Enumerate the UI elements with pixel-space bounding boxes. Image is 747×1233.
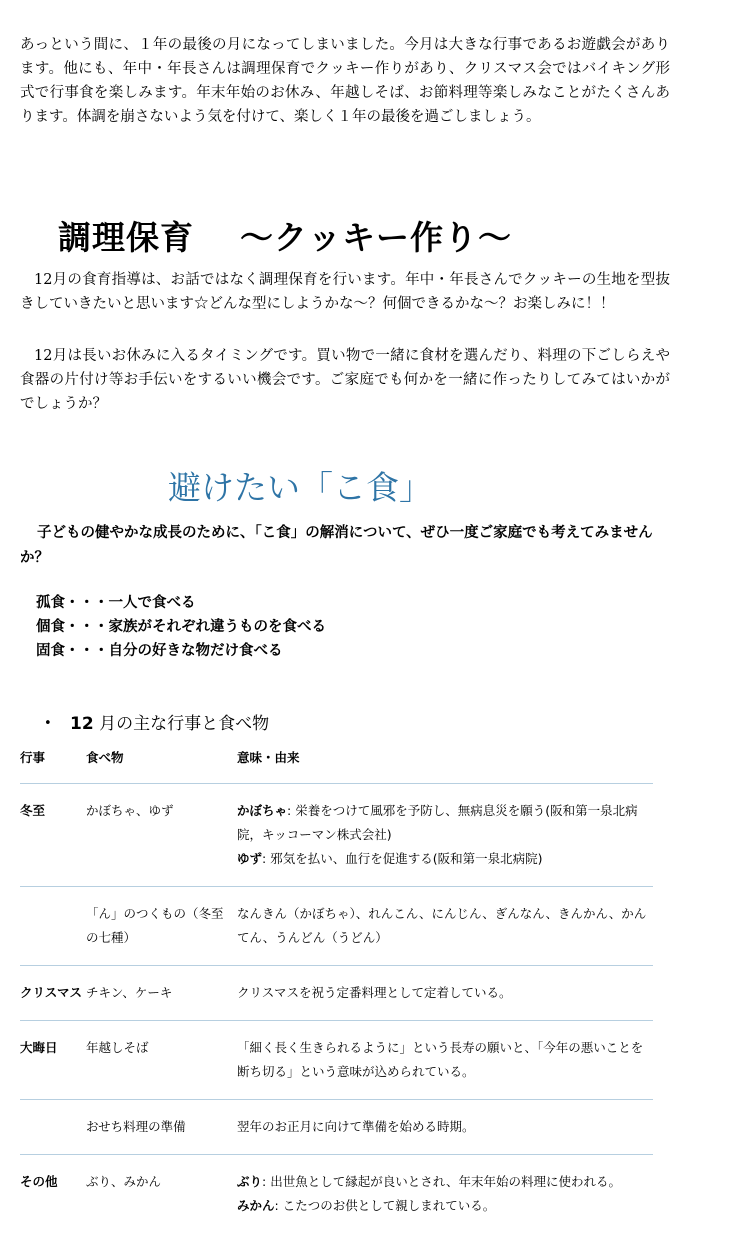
- event-cell: その他: [20, 1155, 86, 1233]
- table-header-row: [20, 739, 653, 784]
- meaning-text: なんきん（かぼちゃ）、れんこん、にんじん、ぎんなん、きんかん、かんてん、うんどん（うどん）: [237, 906, 646, 945]
- intro-paragraph: あっという間に、１年の最後の月になってしまいました。今月は大きな行事であるお遊戯会があります。他にも、年中・年長さんは調理保育でクッキー作りがあり、クリスマス会ではバイキング形式で行事食を楽しみます。年末年始のお休み、年越しそば、お節料理等楽しみなことがたくさんあります。体調を崩さないよう気を付けて、楽しく１年の最後を過ごしましょう。: [20, 33, 670, 129]
- meaning-cell: [237, 1100, 653, 1155]
- meaning-line: [237, 847, 653, 871]
- cooking-heading-left: 調理保育: [58, 218, 194, 257]
- meaning-line: [237, 799, 653, 847]
- meaning-line: [237, 981, 653, 1005]
- meaning-text: : 出世魚として縁起が良いとされ、年末年始の料理に使われる。: [262, 1174, 621, 1189]
- meaning-line: [237, 1036, 653, 1084]
- cooking-heading: [58, 212, 512, 259]
- meaning-term: ぶり: [237, 1174, 262, 1189]
- meaning-line: [237, 1115, 653, 1139]
- event-cell: 大晦日: [20, 1021, 86, 1100]
- meaning-text: : 邪気を払い、血行を促進する(阪和第一泉北病院): [262, 851, 542, 866]
- event-cell: [20, 887, 86, 966]
- event-cell: 冬至: [20, 784, 86, 887]
- event-cell: [20, 1100, 86, 1155]
- table-row: [20, 887, 653, 966]
- food-cell: 「ん」のつくもの（冬至の七種）: [86, 887, 237, 966]
- food-cell: チキン、ケーキ: [86, 966, 237, 1021]
- koshoku-heading: 避けたい「こ食」: [168, 462, 432, 509]
- cooking-heading-right: ～クッキー作り～: [240, 218, 512, 257]
- food-cell: 年越しそば: [86, 1021, 237, 1100]
- events-table-body: [20, 784, 653, 1233]
- meaning-cell: [237, 966, 653, 1021]
- meaning-term: かぼちゃ: [237, 803, 287, 818]
- meaning-text: : こたつのお供として親しまれている。: [275, 1198, 496, 1213]
- table-row: [20, 1155, 653, 1233]
- meaning-text: クリスマスを祝う定番料理として定着している。: [237, 985, 512, 1000]
- list-item: 固食・・・自分の好きな物だけ食べる: [36, 639, 326, 663]
- meaning-text: 「細く長く生きられるように」という長寿の願いと、「今年の悪いことを断ち切る」という意味が込められている。: [237, 1040, 643, 1079]
- meaning-line: [237, 1170, 653, 1194]
- events-table: [20, 739, 653, 1233]
- meaning-term: みかん: [237, 1198, 275, 1213]
- meaning-cell: [237, 784, 653, 887]
- meaning-line: [237, 902, 653, 950]
- cooking-paragraph-2: 12月は長いお休みに入るタイミングです。買い物で一緒に食材を選んだり、料理の下ごしらえや食器の片付け等お手伝いをするいい機会です。ご家庭でも何かを一緒に作ったりしてみてはいかがでしょうか？: [20, 344, 670, 416]
- table-row: [20, 1100, 653, 1155]
- meaning-term: ゆず: [237, 851, 262, 866]
- koshoku-lead: 子どもの健やかな成長のために、「こ食」の解消について、ぜひ一度ご家庭でも考えてみませんか？: [20, 520, 675, 570]
- meaning-cell: [237, 887, 653, 966]
- meaning-text: : 栄養をつけて風邪を予防し、無病息災を願う(阪和第一泉北病院，キッコーマン株式会社): [237, 803, 638, 842]
- food-cell: ぶり、みかん: [86, 1155, 237, 1233]
- meaning-text: 翌年のお正月に向けて準備を始める時期。: [237, 1119, 475, 1134]
- list-item: 孤食・・・一人で食べる: [36, 591, 326, 615]
- column-header-food: 食べ物: [86, 739, 237, 784]
- events-heading-number: 12: [70, 714, 94, 734]
- meaning-cell: [237, 1155, 653, 1233]
- table-row: [20, 1021, 653, 1100]
- events-heading-text: 月の主な行事と食べ物: [99, 714, 269, 734]
- column-header-event: 行事: [20, 739, 86, 784]
- cooking-paragraph-1: 12月の食育指導は、お話ではなく調理保育を行います。年中・年長さんでクッキーの生地を型抜きしていきたいと思います☆どんな型にしようかな～？何個できるかな～？お楽しみに！！: [20, 268, 670, 316]
- table-row: [20, 784, 653, 887]
- food-cell: かぼちゃ、ゆず: [86, 784, 237, 887]
- table-row: [20, 966, 653, 1021]
- list-item: 個食・・・家族がそれぞれ違うものを食べる: [36, 615, 326, 639]
- event-cell: クリスマス: [20, 966, 86, 1021]
- meaning-cell: [237, 1021, 653, 1100]
- events-heading: [44, 709, 269, 734]
- column-header-meaning: 意味・由来: [237, 739, 653, 784]
- koshoku-list: [36, 591, 326, 663]
- bullet-icon: •: [44, 716, 70, 731]
- meaning-line: [237, 1194, 653, 1218]
- food-cell: おせち料理の準備: [86, 1100, 237, 1155]
